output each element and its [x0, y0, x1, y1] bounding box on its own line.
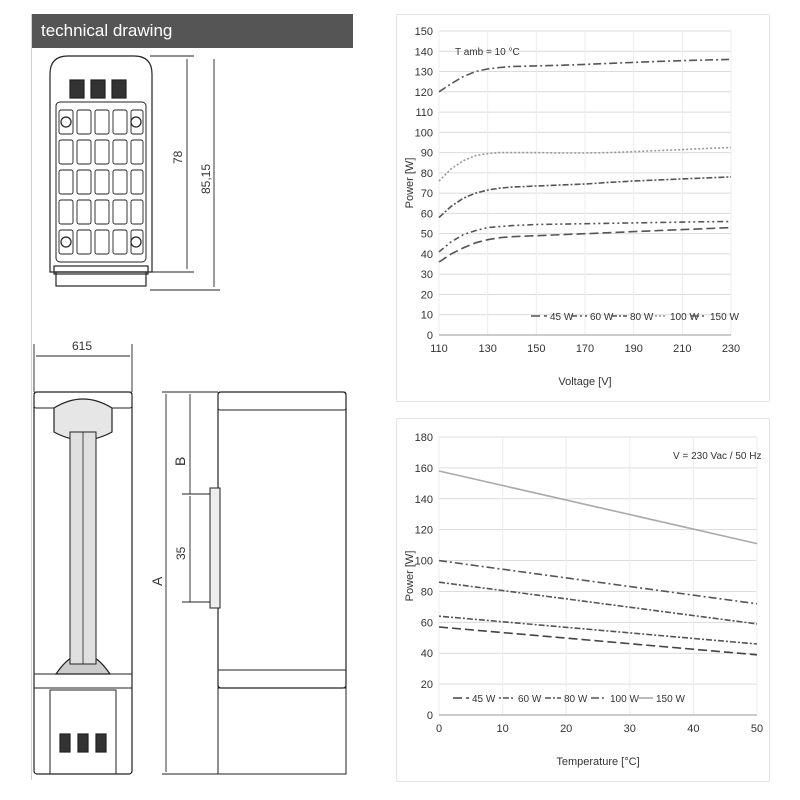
y-tick-label: 160 [414, 462, 433, 475]
x-tick-label: 150 [527, 343, 546, 355]
side-view [210, 392, 346, 774]
y-tick-label: 90 [420, 147, 433, 160]
legend-label: 45 W [472, 694, 496, 705]
chart-2-svg [397, 419, 769, 781]
y-tick-label: 0 [426, 710, 433, 722]
y-tick-label: 60 [420, 208, 433, 221]
x-tick-label: 30 [623, 723, 636, 735]
front-terminal-1 [60, 734, 70, 752]
legend-label: 150 W [710, 312, 739, 323]
y-tick-label: 80 [420, 586, 433, 599]
technical-drawing [32, 14, 353, 780]
y-tick-label: 50 [420, 228, 433, 241]
power-vs-voltage-chart [396, 14, 770, 402]
x-tick-label: 130 [478, 343, 497, 355]
x-tick-label: 170 [575, 343, 595, 355]
screw-top-right [131, 117, 141, 127]
y-tick-label: 30 [420, 269, 433, 282]
terminal-1 [70, 80, 84, 98]
x-axis-label: Temperature [°C] [556, 756, 640, 768]
chart-annotation: V = 230 Vac / 50 Hz [673, 451, 762, 462]
y-tick-label: 20 [420, 679, 433, 692]
legend-label: 60 W [590, 312, 614, 323]
legend-label: 150 W [656, 694, 685, 705]
x-tick-label: 10 [496, 723, 509, 735]
x-axis-label: Voltage [V] [558, 376, 612, 388]
dim-615-label: 615 [72, 339, 93, 353]
legend-label: 80 W [630, 312, 654, 323]
series-line-45w [439, 627, 757, 655]
y-tick-label: 120 [414, 524, 433, 537]
series-line-100w [439, 561, 757, 604]
y-axis-label: Power [W] [404, 157, 416, 209]
y-tick-label: 20 [420, 289, 433, 302]
x-tick-label: 0 [435, 723, 443, 735]
x-tick-label: 190 [624, 343, 643, 355]
legend-label: 45 W [550, 312, 574, 323]
y-tick-label: 0 [426, 330, 433, 342]
y-axis-label: Power [W] [404, 550, 416, 602]
y-tick-label: 140 [414, 493, 433, 506]
front-terminal-2 [78, 734, 88, 752]
legend-label: 100 W [670, 312, 699, 323]
y-tick-label: 130 [414, 66, 433, 79]
section-header: technical drawing [32, 14, 353, 48]
x-tick-label: 110 [430, 343, 448, 355]
y-tick-label: 120 [414, 86, 433, 99]
front-terminal-3 [96, 734, 106, 752]
dim-b-label: B [172, 456, 188, 466]
series-line-60w [439, 616, 757, 644]
y-tick-label: 110 [415, 107, 433, 120]
top-view-base [54, 266, 148, 274]
series-line-150w [439, 471, 757, 544]
x-tick-label: 40 [687, 723, 700, 735]
x-tick-label: 230 [721, 343, 741, 355]
screw-bottom-right [131, 237, 141, 247]
x-tick-label: 20 [560, 723, 573, 735]
legend-label: 100 W [610, 694, 639, 705]
series-line-80w [439, 582, 757, 624]
front-view [34, 392, 132, 774]
x-tick-label: 210 [673, 343, 692, 355]
dim-78-label: 78 [171, 150, 185, 164]
chart-annotation: T amb = 10 °C [455, 47, 520, 58]
y-tick-label: 40 [420, 248, 433, 261]
grille-holes [59, 110, 143, 254]
power-vs-temperature-chart [396, 418, 770, 782]
screw-top-left [61, 117, 71, 127]
dim-a-label: A [149, 576, 165, 586]
y-tick-label: 100 [414, 555, 433, 568]
y-tick-label: 140 [414, 46, 433, 59]
x-tick-label: 50 [750, 723, 764, 735]
y-tick-label: 60 [420, 617, 433, 630]
y-tick-label: 100 [414, 127, 433, 140]
legend-label: 80 W [564, 694, 588, 705]
technical-drawing-panel [31, 14, 353, 780]
y-tick-label: 40 [420, 648, 433, 661]
terminal-2 [91, 80, 105, 98]
terminal-3 [112, 80, 126, 98]
dim-85-label: 85,15 [199, 163, 213, 194]
chart-1-svg [397, 15, 769, 401]
dim-35-label: 35 [174, 546, 188, 560]
y-tick-label: 150 [414, 26, 433, 38]
legend-label: 60 W [518, 694, 542, 705]
y-tick-label: 80 [420, 167, 433, 180]
screw-bottom-left [61, 237, 71, 247]
y-tick-label: 180 [414, 432, 433, 444]
y-tick-label: 10 [420, 309, 433, 322]
y-tick-label: 70 [420, 188, 433, 201]
